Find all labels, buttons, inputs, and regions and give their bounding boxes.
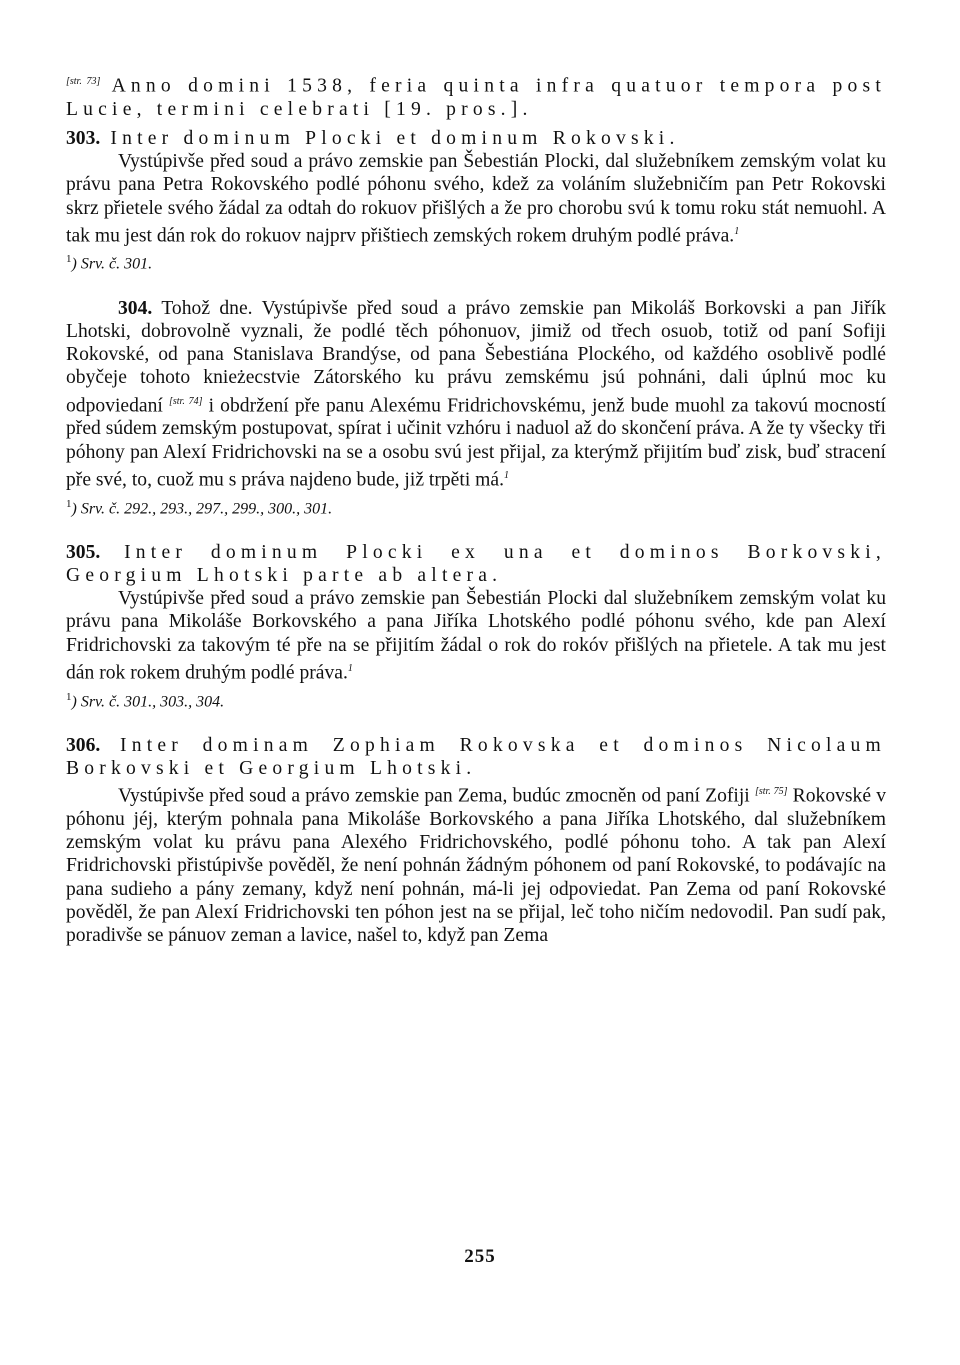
entry-heading: [66, 127, 886, 150]
entry-body: [66, 150, 886, 247]
entry-body: [66, 587, 886, 684]
entry-body-text: Tohož dne. Vystúpivše před soud a právo zemskie pan Mikoláš Borkovski a pan Jiřík Lhotski, dobrovolně vyznali, že podlé těch póhonuov, jimiž od třech osuob, totiž od paní Sofiji Rokovské, od pana Stanislava Brandýse, od pana Šebestiána Plockého, od každého osoblivě podlé obyčeje tohoto knieżecstvie Zátorského ku právu zemskému jsú pohnáni, dali úplnú moc ku odpoviedaní: [66, 297, 887, 417]
document-page: [66, 70, 886, 947]
entry-heading-text: Inter dominum Plocki ex una et dominos Borkovski, Georgium Lhotski parte ab altera.: [66, 541, 886, 587]
entry-body: [66, 780, 886, 947]
page-marker: [str. 74]: [169, 395, 203, 407]
entry-heading: [66, 541, 886, 587]
session-header: [66, 70, 886, 121]
entry-body: [66, 297, 886, 492]
page-number: 255: [464, 1246, 496, 1267]
footnote: $^1$) Srv. č. 301.: [66, 253, 153, 273]
entry-body-text: Vystúpivše před soud a právo zemskie pan Šebestián Plocki dal služebníkem zemským volat ku právu pana Mikoláše Borkovského a pana Jiříka Lhotského podlé póhonu svého, kde pan Alexí Fridrichovski za takovým té pře na se přijitím žádal o rok do rokóv přišlých na přietele. A tak mu jest dán rok rokem druhým podlé práva.: [66, 588, 886, 684]
entry-number: 306.: [66, 734, 101, 756]
session-header-text: Anno domini 1538, feria quinta infra quatuor tempora post Lucie, termini celebrati [19. pros.].: [66, 75, 886, 120]
footnote: $^1$) Srv. č. 301., 303., 304.: [66, 690, 225, 710]
entry-number: 303.: [66, 127, 101, 149]
footnote-text: Srv. č. 301.: [80, 255, 153, 273]
footnote-ref: 1: [347, 662, 353, 674]
entry-body-text: Vystúpivše před soud a právo zemskie pan Zema, budúc zmocněn od paní Zofiji: [118, 785, 750, 807]
footnote-text: Srv. č. 292., 293., 297., 299., 300., 301.: [80, 499, 333, 517]
page-marker: [str. 73]: [66, 76, 101, 87]
entry-body-text: Vystúpivše před soud a právo zemskie pan Šebestián Plocki, dal služebníkem zemským volat ku právu pana Petra Rokovského podlé póhonu svého, kdež za voláním služebničím pan Petr Rokovski skrz přietele svého žádal za odtah do rokuov přišlých a že pro chorobu svú k tomu roku stát nemuohl. A tak mu jest dán rok do rokuov najprv přištiech zemských rokem druhým podlé práva.: [66, 151, 886, 247]
entry-number: 304.: [118, 297, 153, 319]
footnote-ref: 1: [504, 469, 509, 481]
entry-heading: [66, 734, 886, 780]
page-marker: [str. 75]: [754, 786, 788, 798]
entry-heading-text: Inter dominum Plocki et dominum Rokovski.: [110, 127, 680, 149]
entry-number: 305.: [66, 541, 101, 563]
entry-body-text: Rokovské v póhonu jéj, kterým pohnala pana Mikoláše Borkovského a pana Jiříka Lhotského, dal služebníkem zemským volat ku právu pana Alexého Fridrichovského, podlé póhonu toho. A tak pan Alexí Fridrichovski přistúpivše pověděl, že není pohnán žádným póhonem od paní Rokovské, to podávajíc na pana sudieho a pány zemany, když není pohnán, má-li jej odpoviedat. Pan Zema od paní Rokovské pověděl, že pan Alexí Fridrichovski ten póhon jest na se přijal, leč toho ničím nedovodil. Pan sudí pak, poradivše se pánuov zeman a lavice, našel to, když pan Zema: [66, 785, 887, 947]
footnote: $^1$) Srv. č. 292., 293., 297., 299., 300., 301.: [66, 497, 333, 517]
footnote-text: Srv. č. 301., 303., 304.: [80, 692, 225, 710]
entry-heading-text: Inter dominam Zophiam Rokovska et dominos Nicolaum Borkovski et Georgium Lhotski.: [66, 734, 886, 780]
entry-body-text: i obdržení pře panu Alexému Fridrichovskému, jenž bude muohl za takovú mocností před súdem zemským postupovat, spírat i učinit vzhóru i naduol až do skončení práva. A že ty všecky tři póhony pan Alexí Fridrichovski na se a osobu svú jest přijal, za kterýmž přijitím buď zisk, buď stracení pře své, to, cuož mu s práva najdeno bude, již trpěti má.: [66, 395, 886, 491]
footnote-ref: 1: [734, 225, 740, 237]
